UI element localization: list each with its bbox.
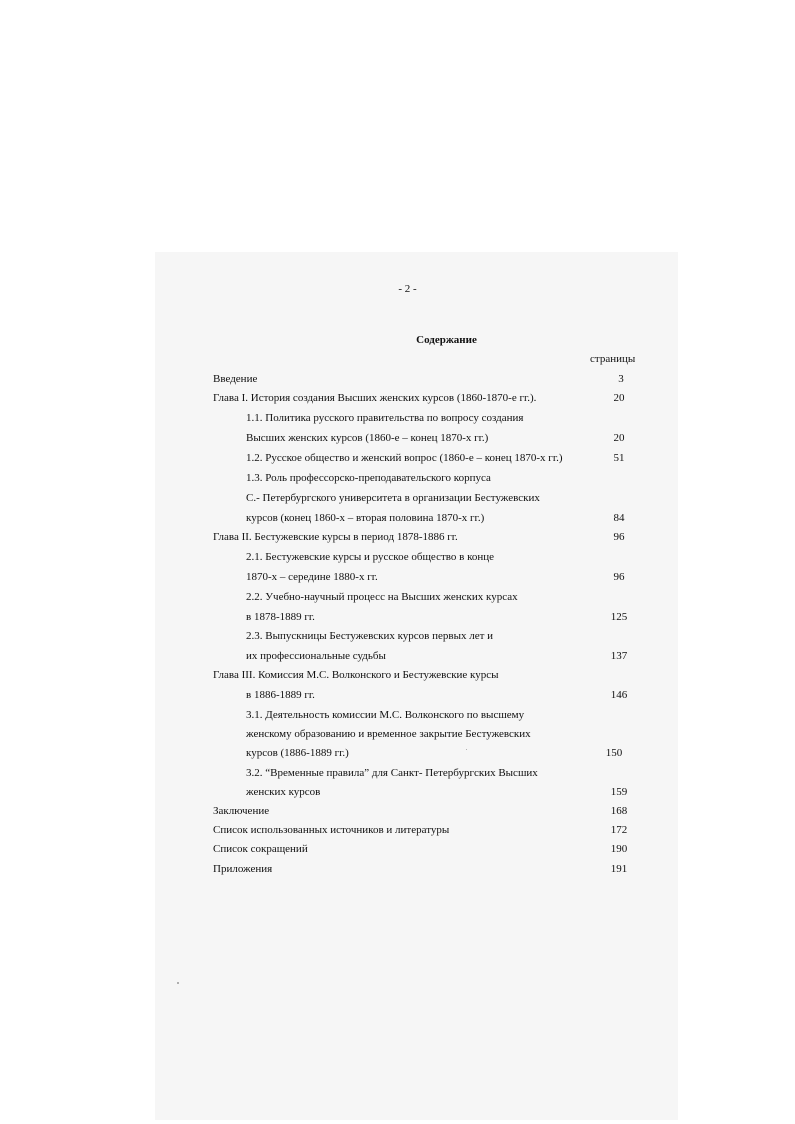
page-title: Содержание bbox=[416, 334, 477, 346]
toc-entry-text: Заключение bbox=[213, 805, 270, 817]
toc-entry-text: 1.1. Политика русского правительства по вопросу создания bbox=[246, 412, 524, 424]
toc-entry-text: женскому образованию и временное закрытие Бестужевских bbox=[246, 728, 531, 740]
toc-entry-text: курсов (1886-1889 гг.) bbox=[246, 747, 349, 759]
toc-entry-text: их профессиональные судьбы bbox=[246, 650, 386, 662]
toc-entry-page: 3 bbox=[618, 373, 624, 385]
toc-entry-page: 20 bbox=[613, 432, 625, 444]
toc-entry-page: 137 bbox=[610, 650, 628, 662]
toc-entry-text: 1870-х – середине 1880-х гг. bbox=[246, 571, 378, 583]
toc-entry-text: курсов (конец 1860-х – вторая половина 1870-х гг.) bbox=[246, 512, 485, 524]
toc-entry-page: 146 bbox=[610, 689, 628, 701]
toc-entry-text: Глава III. Комиссия М.С. Волконского и Бестужевские курсы bbox=[213, 669, 499, 681]
toc-entry-text: в 1886-1889 гг. bbox=[246, 689, 315, 701]
toc-entry-page: 125 bbox=[610, 611, 628, 623]
toc-entry-page: 96 bbox=[613, 571, 625, 583]
toc-entry-text: 2.2. Учебно-научный процесс на Высших женских курсах bbox=[246, 591, 518, 603]
toc-entry-text: Глава II. Бестужевские курсы в период 1878-1886 гг. bbox=[213, 531, 458, 543]
toc-entry-text: Приложения bbox=[213, 863, 273, 875]
toc-entry-page: 51 bbox=[613, 452, 625, 464]
scan-speck bbox=[466, 749, 467, 750]
toc-entry-page: 168 bbox=[610, 805, 628, 817]
toc-entry-text: 2.3. Выпускницы Бестужевских курсов первых лет и bbox=[246, 630, 494, 642]
toc-entry-page: 159 bbox=[610, 786, 628, 798]
toc-entry-page: 150 bbox=[605, 747, 623, 759]
toc-entry-page: 172 bbox=[610, 824, 628, 836]
toc-entry-text: Список сокращений bbox=[213, 843, 308, 855]
scan-speck bbox=[177, 982, 179, 984]
toc-entry-text: 3.1. Деятельность комиссии М.С. Волконского по высшему bbox=[246, 709, 525, 721]
toc-entry-text: Список использованных источников и литературы bbox=[213, 824, 450, 836]
toc-entry-page: 84 bbox=[613, 512, 625, 524]
toc-entry-text: С.- Петербургского университета в организации Бестужевских bbox=[246, 492, 540, 504]
toc-entry-text: женских курсов bbox=[246, 786, 321, 798]
toc-entry-text: 3.2. “Временные правила” для Санкт- Петербургских Высших bbox=[246, 767, 538, 779]
toc-entry-text: Введение bbox=[213, 373, 258, 385]
toc-entry-text: в 1878-1889 гг. bbox=[246, 611, 315, 623]
page-number: - 2 - bbox=[398, 283, 417, 295]
toc-entry-page: 190 bbox=[610, 843, 628, 855]
toc-entry-text: Глава I. История создания Высших женских курсов (1860-1870-е гг.). bbox=[213, 392, 537, 404]
toc-entry-page: 20 bbox=[613, 392, 625, 404]
toc-entry-page: 191 bbox=[610, 863, 628, 875]
toc-entry-text: Высших женских курсов (1860-е – конец 1870-х гг.) bbox=[246, 432, 489, 444]
toc-entry-text: 1.3. Роль профессорско-преподавательского корпуса bbox=[246, 472, 491, 484]
toc-entry-page: 96 bbox=[613, 531, 625, 543]
toc-entry-text: 1.2. Русское общество и женский вопрос (1860-е – конец 1870-х гг.) bbox=[246, 452, 563, 464]
toc-entry-text: 2.1. Бестужевские курсы и русское общество в конце bbox=[246, 551, 495, 563]
pages-column-header: страницы bbox=[590, 353, 636, 365]
